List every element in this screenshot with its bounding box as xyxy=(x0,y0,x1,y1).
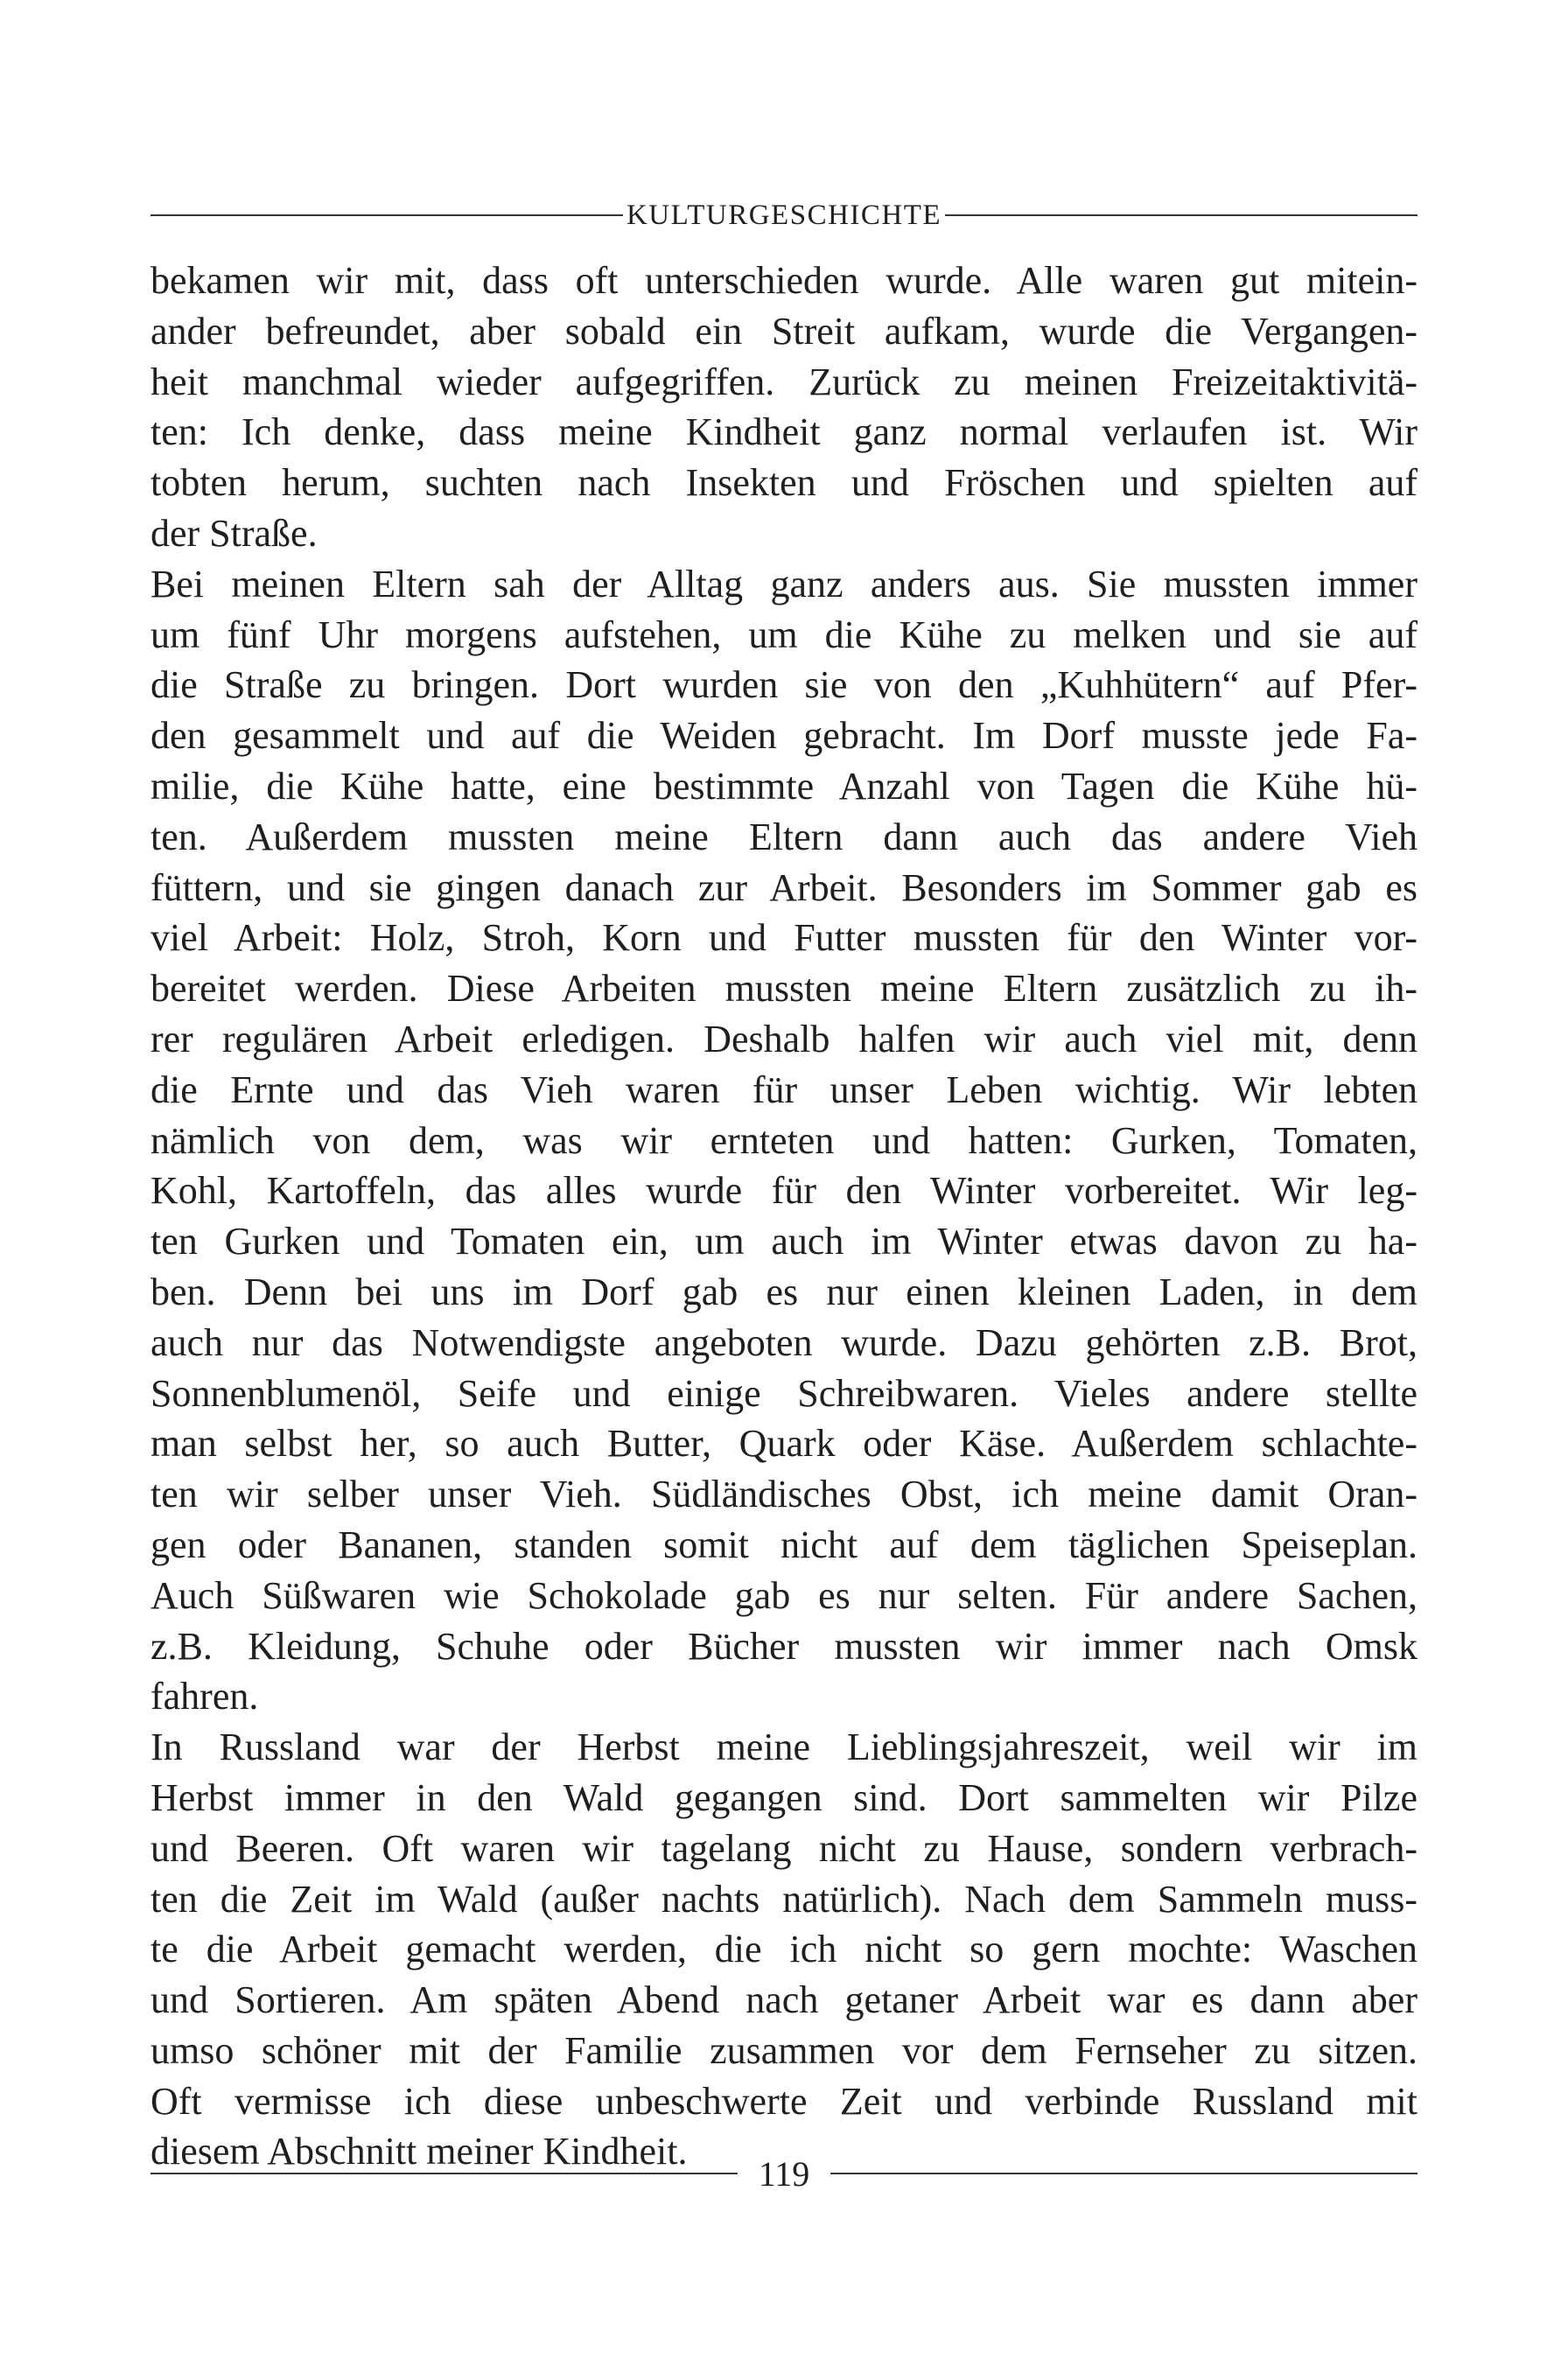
page-number: 119 xyxy=(758,2153,810,2194)
footer-rule-right xyxy=(830,2173,1418,2174)
text-line: Bei meinen Eltern sah der Alltag ganz anders aus. Sie mussten immer xyxy=(150,562,1418,606)
page-footer xyxy=(150,2149,1418,2198)
text-line: um fünf Uhr morgens aufstehen, um die Kühe zu melken und sie auf xyxy=(150,612,1418,656)
text-line: fahren. xyxy=(150,1675,259,1718)
text-line: füttern, und sie gingen danach zur Arbeit. Besonders im Sommer gab es xyxy=(150,865,1418,909)
text-line: ten Gurken und Tomaten ein, um auch im Winter etwas davon zu ha- xyxy=(150,1220,1418,1264)
text-line: und Beeren. Oft waren wir tagelang nicht zu Hause, sondern verbrach- xyxy=(150,1826,1418,1870)
text-line: viel Arbeit: Holz, Stroh, Korn und Futter mussten für den Winter vor- xyxy=(150,916,1418,960)
text-line: heit manchmal wieder aufgegriffen. Zurück zu meinen Freizeitaktivitä- xyxy=(150,360,1418,403)
running-title: KULTURGESCHICHTE xyxy=(626,199,942,231)
header-rule-left xyxy=(150,214,623,216)
text-line: ten wir selber unser Vieh. Südländisches Obst, ich meine damit Oran- xyxy=(150,1473,1418,1516)
text-line: auch nur das Notwendigste angeboten wurde. Dazu gehörten z.B. Brot, xyxy=(150,1320,1418,1364)
text-line: Auch Süßwaren wie Schokolade gab es nur selten. Für andere Sachen, xyxy=(150,1573,1418,1617)
text-line: diesem Abschnitt meiner Kindheit. xyxy=(150,2130,688,2174)
text-line: Kohl, Kartoffeln, das alles wurde für den Winter vorbereitet. Wir leg- xyxy=(150,1169,1418,1213)
text-line: Oft vermisse ich diese unbeschwerte Zeit und verbinde Russland mit xyxy=(150,2079,1418,2123)
text-line: ten. Außerdem mussten meine Eltern dann auch das andere Vieh xyxy=(150,815,1418,858)
text-line: der Straße. xyxy=(150,511,318,555)
running-header xyxy=(150,193,1418,237)
header-rule-right xyxy=(945,214,1418,216)
body-text xyxy=(150,256,1418,2177)
text-line: die Straße zu bringen. Dort wurden sie von den „Kuhhütern“ auf Pfer- xyxy=(150,663,1418,707)
text-line: z.B. Kleidung, Schuhe oder Bücher mussten wir immer nach Omsk xyxy=(150,1624,1418,1668)
text-line: bereitet werden. Diese Arbeiten mussten meine Eltern zusätzlich zu ih- xyxy=(150,967,1418,1011)
text-line: die Ernte und das Vieh waren für unser Leben wichtig. Wir lebten xyxy=(150,1068,1418,1111)
text-line: rer regulären Arbeit erledigen. Deshalb halfen wir auch viel mit, denn xyxy=(150,1017,1418,1060)
text-line: Herbst immer in den Wald gegangen sind. Dort sammelten wir Pilze xyxy=(150,1775,1418,1819)
text-line: bekamen wir mit, dass oft unterschieden wurde. Alle waren gut mitein- xyxy=(150,259,1418,302)
text-line: gen oder Bananen, standen somit nicht auf dem täglichen Speiseplan. xyxy=(150,1522,1418,1566)
text-line: tobten herum, suchten nach Insekten und Fröschen und spielten auf xyxy=(150,461,1418,505)
text-line: den gesammelt und auf die Weiden gebracht. Im Dorf musste jede Fa- xyxy=(150,714,1418,758)
text-line: und Sortieren. Am späten Abend nach getaner Arbeit war es dann aber xyxy=(150,1978,1418,2022)
text-line: milie, die Kühe hatte, eine bestimmte Anzahl von Tagen die Kühe hü- xyxy=(150,764,1418,808)
text-line: umso schöner mit der Familie zusammen vor dem Fernseher zu sitzen. xyxy=(150,2028,1418,2072)
text-line: ben. Denn bei uns im Dorf gab es nur einen kleinen Laden, in dem xyxy=(150,1270,1418,1313)
text-line: nämlich von dem, was wir ernteten und hatten: Gurken, Tomaten, xyxy=(150,1118,1418,1162)
text-line: man selbst her, so auch Butter, Quark oder Käse. Außerdem schlachte- xyxy=(150,1422,1418,1466)
text-line: ander befreundet, aber sobald ein Streit aufkam, wurde die Vergangen- xyxy=(150,309,1418,353)
text-line: ten die Zeit im Wald (außer nachts natürlich). Nach dem Sammeln muss- xyxy=(150,1877,1418,1921)
text-line: In Russland war der Herbst meine Lieblingsjahreszeit, weil wir im xyxy=(150,1726,1418,1769)
text-line: ten: Ich denke, dass meine Kindheit ganz normal verlaufen ist. Wir xyxy=(150,410,1418,454)
footer-rule-left xyxy=(150,2173,738,2174)
text-line: Sonnenblumenöl, Seife und einige Schreibwaren. Vieles andere stellte xyxy=(150,1371,1418,1415)
text-line: te die Arbeit gemacht werden, die ich nicht so gern mochte: Waschen xyxy=(150,1928,1418,1971)
